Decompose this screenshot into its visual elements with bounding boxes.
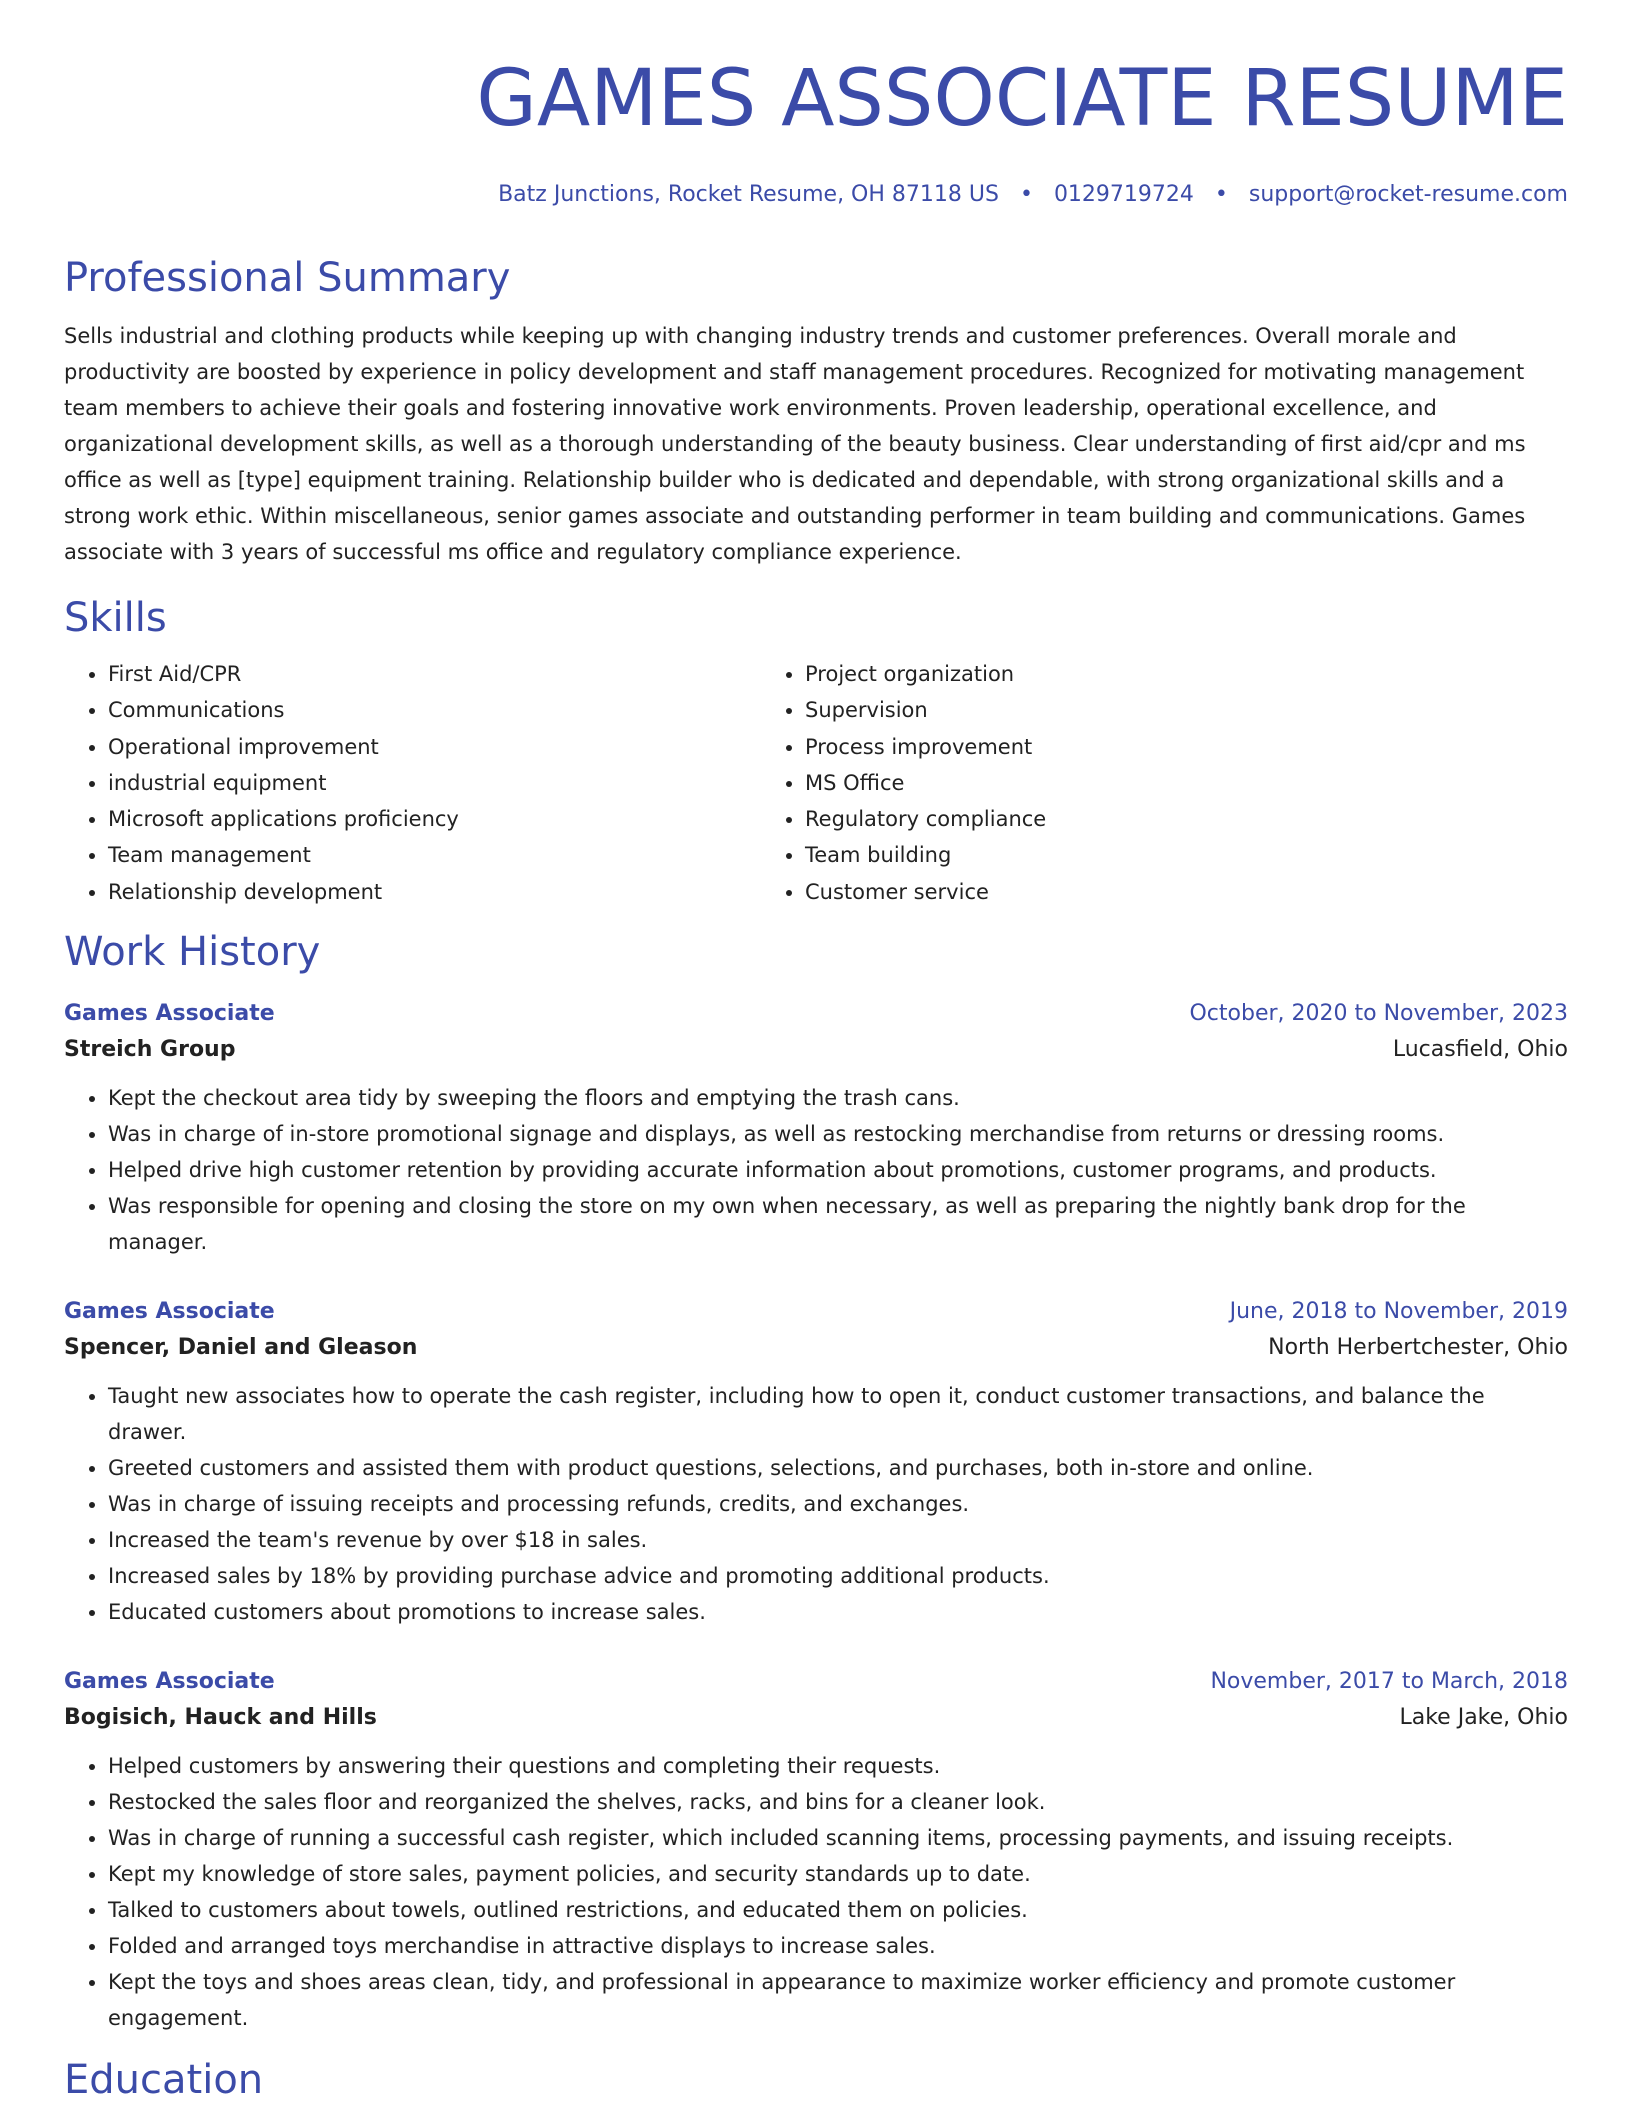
job-header-row — [64, 1294, 1568, 1330]
skill-item: • Team management — [108, 837, 761, 873]
job-bullet: • Greeted customers and assisted them with product questions, selections, and purchases, both in-store and online. — [108, 1450, 1568, 1486]
work-history-heading: Work History — [64, 929, 321, 976]
skill-item: • Project organization — [805, 656, 1458, 692]
job-title: Games Associate — [64, 1299, 275, 1325]
skill-item: • First Aid/CPR — [108, 656, 761, 692]
skill-item: • Regulatory compliance — [805, 801, 1458, 837]
job-bullet: • Was in charge of in-store promotional signage and displays, as well as restocking merchandise from returns or dressing rooms. — [108, 1116, 1568, 1152]
contact-phone: 0129719724 — [1053, 182, 1194, 207]
job-company: Bogisich, Hauck and Hills — [64, 1705, 377, 1731]
job-entry — [64, 996, 1568, 1260]
job-bullet: • Increased the team's revenue by over $18 in sales. — [108, 1522, 1568, 1558]
contact-separator: • — [1019, 182, 1033, 207]
job-bullet: • Restocked the sales floor and reorganized the shelves, racks, and bins for a cleaner look. — [108, 1784, 1568, 1820]
contact-line — [64, 180, 1568, 210]
job-bullet: • Kept my knowledge of store sales, payment policies, and security standards up to date. — [108, 1856, 1568, 1892]
job-bullet: • Increased sales by 18% by providing purchase advice and promoting additional products. — [108, 1558, 1568, 1594]
contact-email: support@rocket-resume.com — [1248, 182, 1568, 207]
skill-item: • MS Office — [805, 765, 1458, 801]
job-company-row — [64, 1700, 1568, 1736]
contact-separator: • — [1214, 182, 1228, 207]
skill-item: • Supervision — [805, 692, 1458, 728]
job-dates: November, 2017 to March, 2018 — [1210, 1669, 1568, 1695]
job-company: Streich Group — [64, 1037, 236, 1063]
job-location: Lake Jake, Ohio — [1399, 1705, 1568, 1731]
job-bullet: • Kept the toys and shoes areas clean, tidy, and professional in appearance to maximize worker efficiency and promote customer engagement. — [108, 1964, 1568, 2036]
skills-column-left — [64, 656, 761, 910]
job-header-row — [64, 996, 1568, 1032]
job-header-row — [64, 1664, 1568, 1700]
job-title: Games Associate — [64, 1001, 275, 1027]
skills-column-right — [761, 656, 1458, 910]
skill-item: • Microsoft applications proficiency — [108, 801, 761, 837]
job-company: Spencer, Daniel and Gleason — [64, 1335, 418, 1361]
job-bullet: • Taught new associates how to operate the cash register, including how to open it, conduct customer transactions, and balance the drawer. — [108, 1378, 1568, 1450]
job-bullets — [64, 1080, 1568, 1260]
job-bullet: • Was in charge of issuing receipts and processing refunds, credits, and exchanges. — [108, 1486, 1568, 1522]
job-bullet: • Talked to customers about towels, outlined restrictions, and educated them on policies. — [108, 1892, 1568, 1928]
skill-item: • Customer service — [805, 874, 1458, 910]
job-dates: October, 2020 to November, 2023 — [1189, 1001, 1568, 1027]
job-company-row — [64, 1330, 1568, 1366]
job-bullet: • Helped customers by answering their questions and completing their requests. — [108, 1748, 1568, 1784]
skill-item: • industrial equipment — [108, 765, 761, 801]
job-location: Lucasfield, Ohio — [1392, 1037, 1568, 1063]
job-entry — [64, 1294, 1568, 1630]
job-dates: June, 2018 to November, 2019 — [1229, 1299, 1568, 1325]
job-location: North Herbertchester, Ohio — [1268, 1335, 1568, 1361]
job-entry — [64, 1664, 1568, 2036]
job-bullet: • Was in charge of running a successful cash register, which included scanning items, processing payments, and issuing receipts. — [108, 1820, 1568, 1856]
education-heading: Education — [64, 2057, 264, 2104]
skills-list — [64, 656, 1568, 910]
skills-heading: Skills — [64, 595, 167, 641]
summary-text: Sells industrial and clothing products while keeping up with changing industry trends and customer preferences. Overall morale and productivity are boosted by experience in policy development and staff management procedures. Recognized for motivating management team members to achieve their goals and fostering innovative work environments. Proven leadership, operational excellence, and organizational development skills, as well as a thorough understanding of the beauty business. Clear understanding of first aid/cpr and ms office as well as [type] equipment training. Relationship builder who is dedicated and dependable, with strong organizational skills and a strong work ethic. Within miscellaneous, senior games associate and outstanding performer in team building and communications. Games associate with 3 years of successful ms office and regulatory compliance experience. — [64, 324, 1526, 564]
job-bullet: • Kept the checkout area tidy by sweeping the floors and emptying the trash cans. — [108, 1080, 1568, 1116]
summary-heading: Professional Summary — [64, 255, 511, 301]
skill-item: • Team building — [805, 837, 1458, 873]
job-title: Games Associate — [64, 1669, 275, 1695]
job-bullets — [64, 1748, 1568, 2036]
skill-item: • Relationship development — [108, 874, 761, 910]
contact-address: Batz Junctions, Rocket Resume, OH 87118 US — [498, 182, 999, 207]
skill-item: • Process improvement — [805, 729, 1458, 765]
job-bullet: • Was responsible for opening and closing the store on my own when necessary, as well as preparing the nightly bank drop for the manager. — [108, 1188, 1568, 1260]
resume-title: GAMES ASSOCIATE RESUME — [476, 54, 1568, 144]
skill-item: • Operational improvement — [108, 729, 761, 765]
job-bullet: • Educated customers about promotions to increase sales. — [108, 1594, 1568, 1630]
skill-item: • Communications — [108, 692, 761, 728]
job-bullets — [64, 1378, 1568, 1630]
job-company-row — [64, 1032, 1568, 1068]
job-bullet: • Helped drive high customer retention by providing accurate information about promotions, customer programs, and products. — [108, 1152, 1568, 1188]
job-bullet: • Folded and arranged toys merchandise in attractive displays to increase sales. — [108, 1928, 1568, 1964]
resume-page — [64, 0, 1568, 2104]
